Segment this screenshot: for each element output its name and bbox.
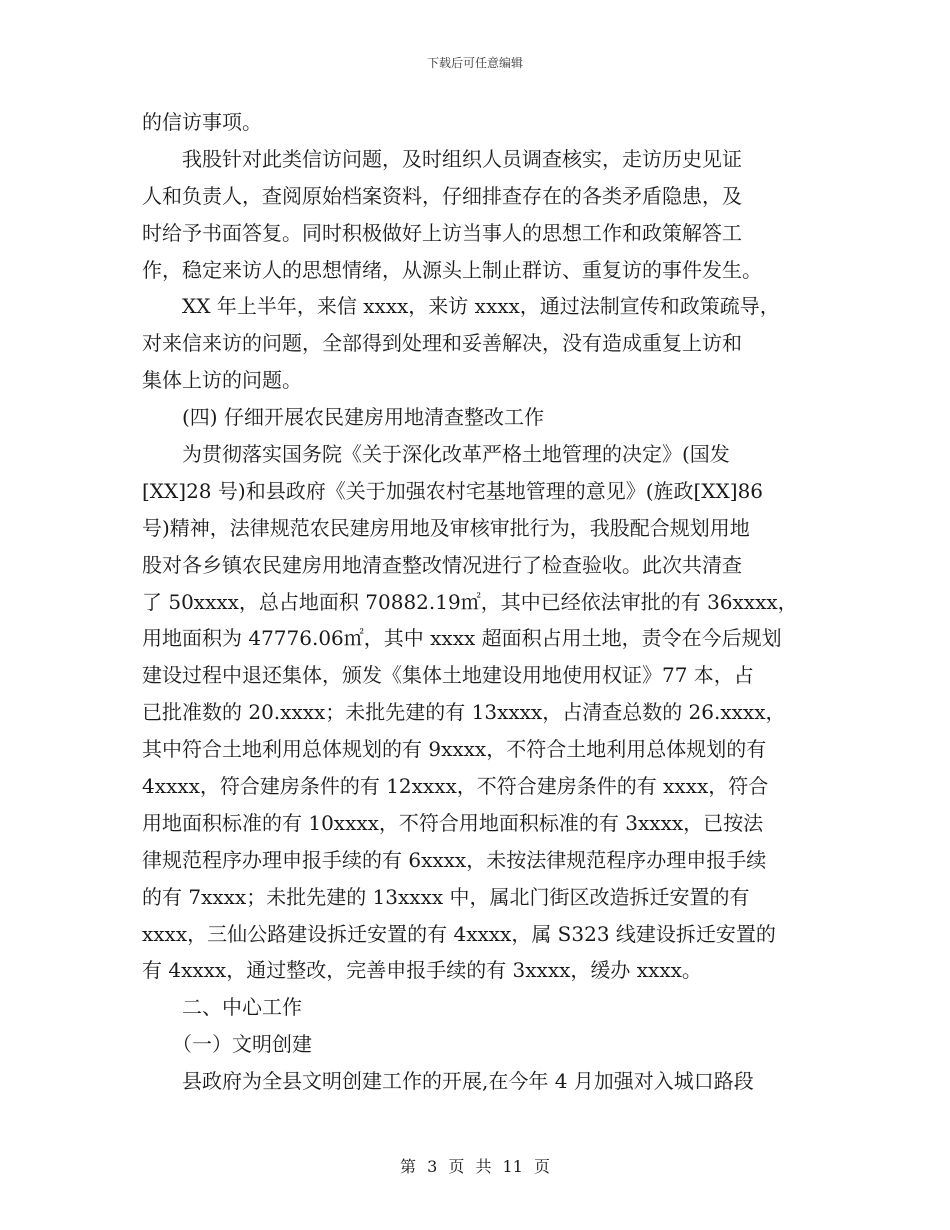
- text-line: 的信访事项。: [142, 110, 262, 134]
- text-line: 集体上访的问题。: [142, 368, 302, 393]
- text-line: 对来信来访的问题，全部得到处理和妥善解决，没有造成重复上访和: [142, 331, 742, 356]
- text-line: 人和负责人，查阅原始档案资料，仔细排查存在的各类矛盾隐患，及: [142, 183, 742, 208]
- text-line: 其中符合土地利用总体规划的有 9xxxx，不符合土地利用总体规划的有: [142, 737, 767, 762]
- text-line: 号)精神，法律规范农民建房用地及审核审批行为，我股配合规划用地: [142, 515, 750, 540]
- text-line: 建设过程中退还集体，颁发《集体土地建设用地使用权证》77 本，占: [142, 663, 754, 688]
- text-line: （一）文明创建: [172, 1032, 312, 1057]
- text-line: 了 50xxxx，总占地面积 70882.19㎡，其中已经依法审批的有 36xxxx，: [142, 589, 798, 614]
- text-line: XX 年上半年，来信 xxxx，来访 xxxx，通过法制宣传和政策疏导，: [182, 294, 780, 319]
- page-header: 下载后可任意编辑: [426, 56, 523, 70]
- text-line: 县政府为全县文明创建工作的开展,在今年 4 月加强对入城口路段: [182, 1069, 754, 1094]
- text-line: 用地面积标准的有 10xxxx，不符合用地面积标准的有 3xxxx，已按法: [142, 810, 764, 835]
- text-line: 律规范程序办理申报手续的有 6xxxx，未按法律规范程序办理申报手续: [142, 847, 767, 872]
- text-line: 作，稳定来访人的思想情绪，从源头上制止群访、重复访的事件发生。: [142, 257, 762, 282]
- text-line: (四) 仔细开展农民建房用地清查整改工作: [182, 405, 544, 430]
- text-line: 用地面积为 47776.06㎡，其中 xxxx 超面积占用土地，责令在今后规划: [142, 626, 782, 651]
- text-line: 股对各乡镇农民建房用地清查整改情况进行了检查验收。此次共清查: [142, 552, 742, 577]
- text-line: 的有 7xxxx；未批先建的 13xxxx 中，属北门街区改造拆迁安置的有: [142, 884, 750, 909]
- text-line: [XX]28 号)和县政府《关于加强农村宅基地管理的意见》(旌政[XX]86: [142, 478, 764, 503]
- text-line: 我股针对此类信访问题，及时组织人员调查核实，走访历史见证: [182, 146, 742, 171]
- text-line: 为贯彻落实国务院《关于深化改革严格土地管理的决定》(国发: [182, 442, 730, 467]
- document-body: [142, 104, 810, 1100]
- text-line: 有 4xxxx，通过整改，完善申报手续的有 3xxxx，缓办 xxxx。: [142, 958, 702, 983]
- text-line: 时给予书面答复。同时积极做好上访当事人的思想工作和政策解答工: [142, 220, 742, 245]
- page-footer: 第 3 页 共 11 页: [400, 1157, 550, 1176]
- text-line: 4xxxx，符合建房条件的有 12xxxx，不符合建房条件的有 xxxx，符合: [142, 774, 769, 799]
- text-line: xxxx，三仙公路建设拆迁安置的有 4xxxx，属 S323 线建设拆迁安置的: [142, 921, 776, 946]
- text-line: 二、中心工作: [182, 995, 302, 1020]
- text-line: 已批准数的 20.xxxx；未批先建的有 13xxxx，占清查总数的 26.xxxx，: [142, 700, 786, 725]
